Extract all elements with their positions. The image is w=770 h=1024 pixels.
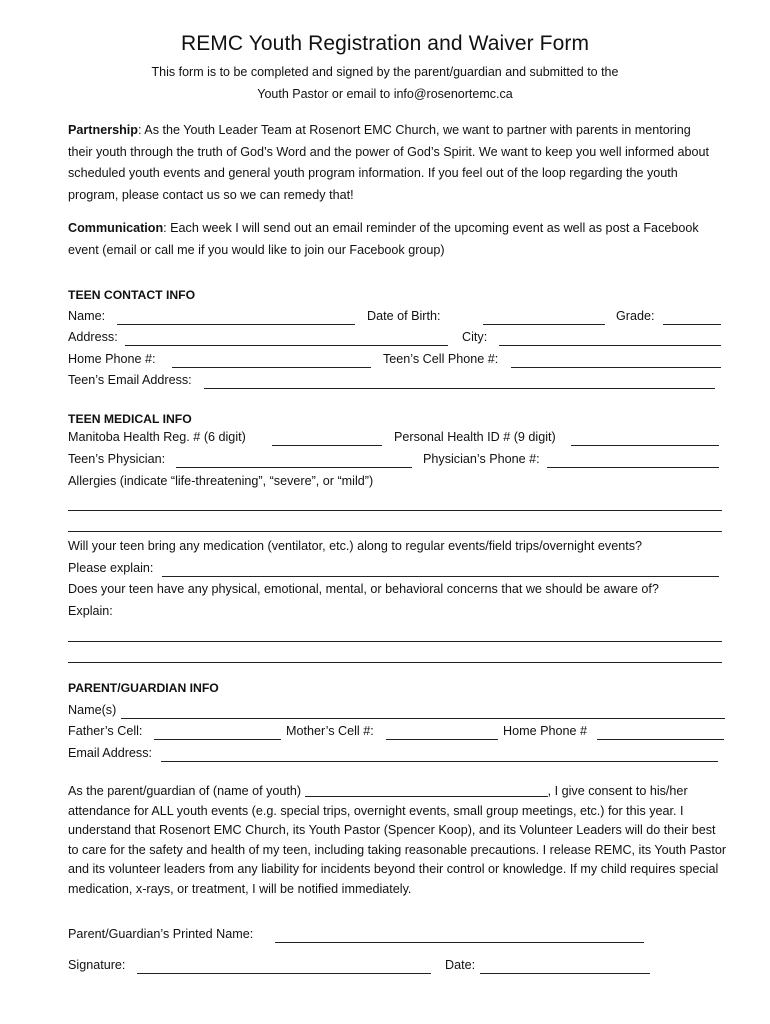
father-cell-label: Father’s Cell:: [68, 724, 143, 738]
father-cell-field[interactable]: [154, 739, 281, 740]
physician-field[interactable]: [176, 467, 412, 468]
teen-name-row: [68, 309, 728, 327]
dob-field[interactable]: [483, 324, 605, 325]
partnership-text: : As the Youth Leader Team at Rosenort EMC Church, we want to partner with parents in mentoring their youth through the truth of God’s Word and the power of God’s Spirit. We want to keep you well informed about scheduled youth events and general youth program information. If you feel out of the loop regarding the youth program, please contact us so we can remedy that!: [68, 123, 710, 203]
city-field[interactable]: [499, 345, 721, 346]
printed-name-row: [68, 927, 728, 945]
teen-email-field[interactable]: [204, 388, 715, 389]
communication-paragraph: [68, 218, 718, 261]
teen-medical-heading: TEEN MEDICAL INFO: [68, 412, 192, 426]
teen-email-row: [68, 373, 728, 391]
mother-cell-field[interactable]: [386, 739, 498, 740]
city-label: City:: [462, 330, 488, 344]
please-explain-row: [68, 561, 728, 579]
allergies-line-1[interactable]: [68, 510, 722, 511]
personal-health-id-label: Personal Health ID # (9 digit): [394, 430, 556, 444]
parent-names-row: [68, 703, 728, 721]
teen-home-phone-field[interactable]: [172, 367, 371, 368]
teen-name-field[interactable]: [117, 324, 355, 325]
concerns-question: Does your teen have any physical, emotional, mental, or behavioral concerns that we should be aware of?: [68, 582, 659, 596]
health-reg-field[interactable]: [272, 445, 382, 446]
teen-address-row: [68, 330, 728, 348]
parent-phones-row: [68, 724, 728, 742]
explain-label: Explain:: [68, 604, 113, 618]
health-id-row: [68, 430, 728, 448]
form-title: REMC Youth Registration and Waiver Form: [180, 32, 590, 55]
printed-name-field[interactable]: [275, 942, 644, 943]
printed-name-label: Parent/Guardian’s Printed Name:: [68, 927, 254, 941]
consent-text-part2: , I give consent to his/her attendance for ALL youth events (e.g. special trips, overnight events, small group meetings, etc.) for this year. I understand that Rosenort EMC Church, its Youth Pastor (Spencer Koop), and its Volunteer Leaders will do their best to care for the safety and health of my teen, including taking reasonable precautions. I release REMC, its Youth Pastor and its volunteer leaders from any liability for incidents beyond their control or knowledge. If my child requires special medication, x-rays, or treatment, I will be notified immediately.: [68, 784, 727, 896]
parent-guardian-heading: PARENT/GUARDIAN INFO: [68, 681, 219, 695]
partnership-label: Partnership: [68, 123, 138, 137]
teen-phone-row: [68, 352, 728, 370]
signature-label: Signature:: [68, 958, 126, 972]
teen-home-phone-label: Home Phone #:: [68, 352, 156, 366]
concerns-line-2[interactable]: [68, 662, 722, 663]
form-subtitle-line2: Youth Pastor or email to info@rosenortemc.ca: [257, 87, 513, 101]
parent-email-label: Email Address:: [68, 746, 152, 760]
parent-home-phone-field[interactable]: [597, 739, 724, 740]
consent-paragraph: [68, 782, 728, 900]
consent-text-part1: As the parent/guardian of (name of youth): [68, 784, 305, 798]
parent-email-row: [68, 746, 728, 764]
teen-contact-heading: TEEN CONTACT INFO: [68, 288, 196, 302]
teen-cell-phone-label: Teen’s Cell Phone #:: [383, 352, 499, 366]
mother-cell-label: Mother’s Cell #:: [286, 724, 374, 738]
grade-field[interactable]: [663, 324, 721, 325]
concerns-line-1[interactable]: [68, 641, 722, 642]
concerns-question-row: [68, 582, 728, 600]
parent-home-phone-label: Home Phone #: [503, 724, 588, 738]
physician-row: [68, 452, 728, 470]
date-label: Date:: [445, 958, 476, 972]
signature-field[interactable]: [137, 973, 431, 974]
communication-text: : Each week I will send out an email reminder of the upcoming event as well as post a Facebook event (email or call me if you would like to join our Facebook group): [68, 221, 699, 257]
explain-row: [68, 604, 728, 622]
parent-email-field[interactable]: [161, 761, 718, 762]
signature-row: [68, 958, 728, 976]
partnership-paragraph: [68, 120, 718, 207]
teen-cell-phone-field[interactable]: [511, 367, 721, 368]
address-label: Address:: [68, 330, 118, 344]
medication-explain-field[interactable]: [162, 576, 719, 577]
health-reg-label: Manitoba Health Reg. # (6 digit): [68, 430, 246, 444]
allergies-label: Allergies (indicate “life-threatening”, “severe”, or “mild”): [68, 474, 374, 488]
personal-health-id-field[interactable]: [571, 445, 719, 446]
grade-label: Grade:: [616, 309, 655, 323]
parent-names-label: Name(s): [68, 703, 117, 717]
physician-phone-field[interactable]: [547, 467, 719, 468]
medication-question-row: [68, 539, 728, 557]
allergies-line-2[interactable]: [68, 531, 722, 532]
please-explain-label: Please explain:: [68, 561, 154, 575]
address-field[interactable]: [125, 345, 448, 346]
date-field[interactable]: [480, 973, 650, 974]
physician-phone-label: Physician’s Phone #:: [423, 452, 540, 466]
communication-label: Communication: [68, 221, 164, 235]
teen-name-label: Name:: [68, 309, 106, 323]
parent-names-field[interactable]: [121, 718, 725, 719]
medication-question: Will your teen bring any medication (ventilator, etc.) along to regular events/field trips/overnight events?: [68, 539, 643, 553]
form-subtitle-line1: This form is to be completed and signed by the parent/guardian and submitted to the: [151, 65, 619, 79]
allergies-row: [68, 474, 728, 492]
physician-label: Teen’s Physician:: [68, 452, 166, 466]
dob-label: Date of Birth:: [367, 309, 441, 323]
teen-email-label: Teen’s Email Address:: [68, 373, 192, 387]
youth-name-field[interactable]: [305, 782, 548, 797]
